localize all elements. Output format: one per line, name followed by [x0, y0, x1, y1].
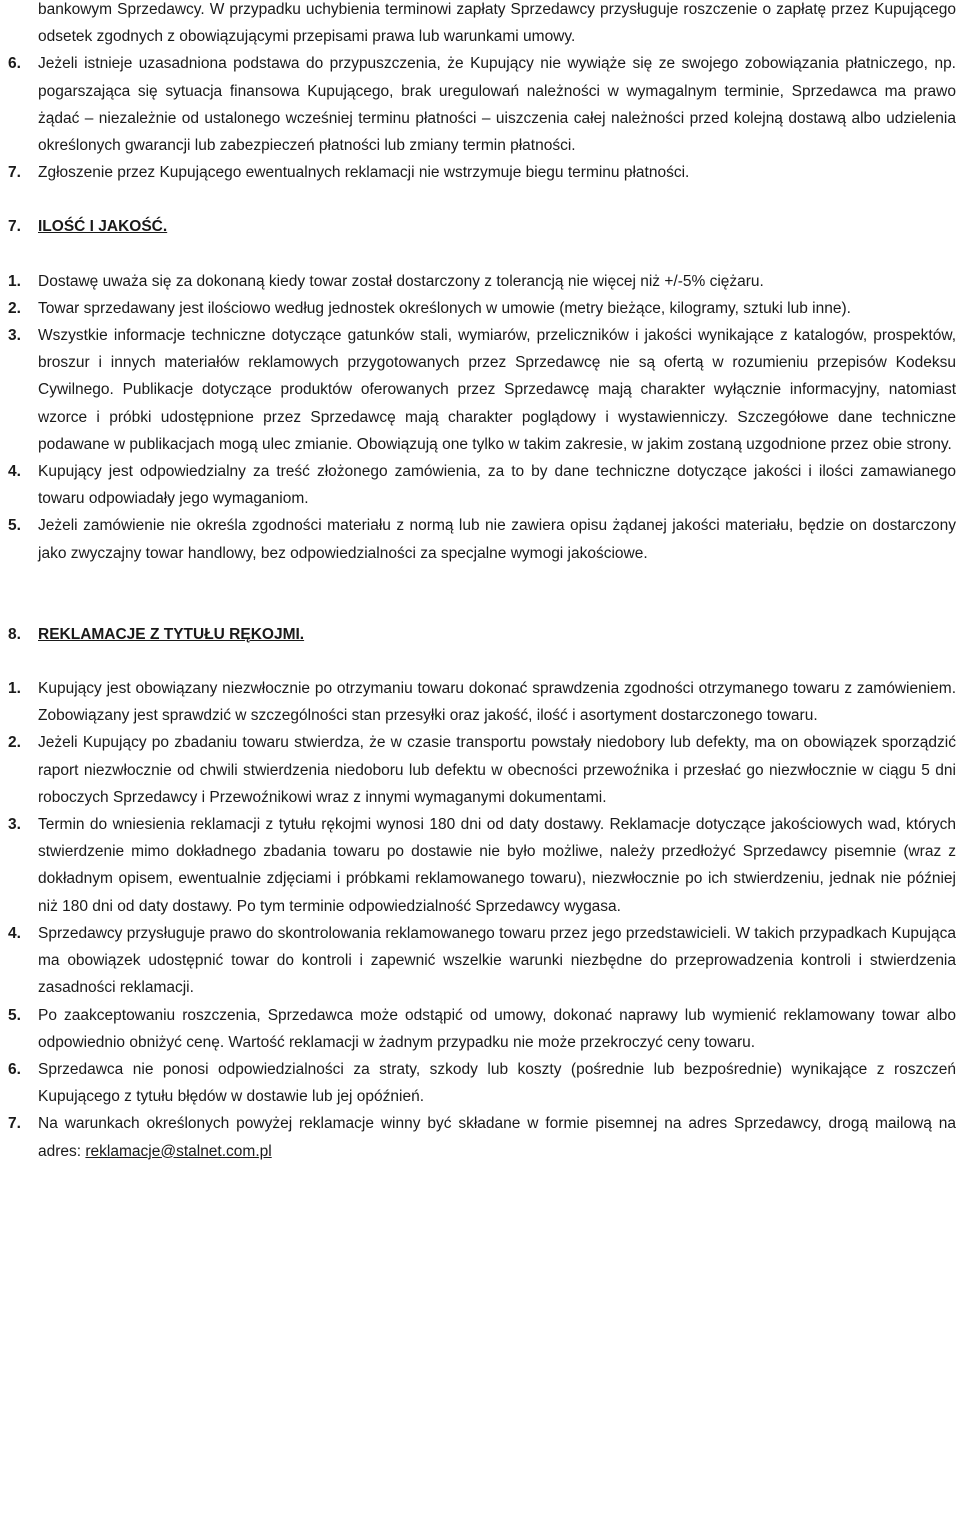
- item-text: [38, 1110, 956, 1164]
- item-text: Dostawę uważa się za dokonaną kiedy towar został dostarczony z tolerancją nie więcej niż +/-5% ciężaru.: [38, 272, 764, 290]
- spacer: [8, 241, 956, 268]
- item-text: Sprzedawcy przysługuje prawo do skontrolowania reklamowanego towaru przez jego przedstawicieli. W takich przypadkach Kupująca ma obowiązek udostępnić towar do kontroli i zapewnić wszelkie warunki niezbędne do przeprowadzenia kontroli i stwierdzenia zasadności reklamacji.: [38, 924, 956, 997]
- continuation-text: bankowym Sprzedawcy. W przypadku uchybienia terminowi zapłaty Sprzedawcy przysługuje roszczenie o zapłatę przez Kupującego odsetek zgodnych z obowiązującymi przepisami prawa lub warunkami umowy.: [38, 1, 956, 46]
- item-number: 2.: [8, 734, 21, 752]
- item-text: Jeżeli istnieje uzasadniona podstawa do przypuszczenia, że Kupujący nie wywiąże się ze swojego zobowiązania płatniczego, np. pogarszająca się sytuacja finansowa Kupującego, brak uregulowań należności w wymagalnym terminie, Sprzedawca ma prawo żądać – niezależnie od ustalonego wcześniej terminu płatności – uiszczenia całej należności przed kolejną dostawą albo udzielenia określonych gwarancji lub zabezpieczeń płatności lub zmiany termin płatności.: [38, 55, 956, 155]
- list-item: [8, 458, 956, 512]
- spacer: [8, 567, 956, 621]
- list-item: [8, 811, 956, 920]
- item-number: 1.: [8, 272, 21, 290]
- item-number: 6.: [8, 55, 21, 73]
- item-text: Towar sprzedawany jest ilościowo według jednostek określonych w umowie (metry bieżące, kilogramy, sztuki lub inne).: [38, 299, 851, 317]
- spacer: [8, 648, 956, 675]
- list-item: [8, 512, 956, 566]
- item-text-lead: Na warunkach określonych powyżej reklamacje winny być składane w formie pisemnej na adres Sprzedawcy, drogą mailową na adres:: [38, 1115, 956, 1160]
- paragraph-continuation: [8, 0, 956, 50]
- item-text: Zgłoszenie przez Kupującego ewentualnych reklamacji nie wstrzymuje biegu terminu płatności.: [38, 164, 690, 182]
- item-number: 6.: [8, 1060, 21, 1078]
- item-text: Kupujący jest obowiązany niezwłocznie po otrzymaniu towaru dokonać sprawdzenia zgodności otrzymanego towaru z zamówieniem. Zobowiązany jest sprawdzić w szczególności stan przesyłki oraz jakość, ilość i asortyment dostarczonego towaru.: [38, 680, 956, 725]
- spacer: [8, 186, 956, 213]
- section-heading: [8, 621, 956, 648]
- list-item: [8, 268, 956, 295]
- item-number: 4.: [8, 924, 21, 942]
- section-heading: [8, 213, 956, 240]
- list-item: [8, 295, 956, 322]
- list-item: [8, 322, 956, 458]
- list-item: [8, 1002, 956, 1056]
- section-title: REKLAMACJE Z TYTUŁU RĘKOJMI.: [38, 625, 305, 643]
- section-number: 7.: [8, 218, 21, 236]
- item-number: 7.: [8, 164, 21, 182]
- item-number: 5.: [8, 517, 21, 535]
- list-item: [8, 50, 956, 159]
- item-text: Wszystkie informacje techniczne dotyczące gatunków stali, wymiarów, przeliczników i jakości wynikające z katalogów, prospektów, broszur i innych materiałów reklamowych przygotowanych przez Sprzedawcę nie są ofertą w rozumieniu przepisów Kodeksu Cywilnego. Publikacje dotyczące produktów oferowanych przez Sprzedawcę mają charakter wyłącznie informacyjny, natomiast wzorce i próbki udostępnione przez Sprzedawcę mają charakter poglądowy i wystawienniczy. Szczegółowe dane techniczne podawane w publikacjach mogą ulec zmianie. Obowiązują one tylko w takim zakresie, w jakim zostaną uzgodnione przez obie strony.: [38, 327, 956, 453]
- item-number: 2.: [8, 299, 21, 317]
- list-item: [8, 1110, 956, 1164]
- section-number: 8.: [8, 625, 21, 643]
- item-text: Jeżeli zamówienie nie określa zgodności materiału z normą lub nie zawiera opisu żądanej jakości materiału, będzie on dostarczony jako zwyczajny towar handlowy, bez odpowiedzialności za specjalne wymogi jakościowe.: [38, 517, 956, 562]
- list-item: [8, 675, 956, 729]
- item-number: 5.: [8, 1006, 21, 1024]
- document-body: [8, 0, 956, 1165]
- list-item: [8, 1056, 956, 1110]
- item-number: 3.: [8, 327, 21, 345]
- list-item: [8, 920, 956, 1002]
- section-title: ILOŚĆ I JAKOŚĆ.: [38, 218, 168, 236]
- item-text: Po zaakceptowaniu roszczenia, Sprzedawca może odstąpić od umowy, dokonać naprawy lub wymienić reklamowany towar albo odpowiednio obniżyć cenę. Wartość reklamacji w żadnym przypadku nie może przekroczyć ceny towaru.: [38, 1006, 956, 1051]
- email-link[interactable]: reklamacje@stalnet.com.pl: [85, 1142, 272, 1160]
- item-number: 4.: [8, 463, 21, 481]
- item-number: 3.: [8, 816, 21, 834]
- list-item: [8, 159, 956, 186]
- list-item: [8, 729, 956, 811]
- item-text: Kupujący jest odpowiedzialny za treść złożonego zamówienia, za to by dane techniczne dotyczące jakości i ilości zamawianego towaru odpowiadały jego wymaganiom.: [38, 463, 956, 508]
- item-text: Jeżeli Kupujący po zbadaniu towaru stwierdza, że w czasie transportu powstały niedobory lub defekty, ma on obowiązek sporządzić raport niezwłocznie od chwili stwierdzenia niedoboru lub defektu w obecności przewoźnika i przesłać go niezwłocznie w ciągu 5 dni roboczych Sprzedawcy i Przewoźnikowi wraz z innymi wymaganymi dokumentami.: [38, 734, 956, 806]
- item-text: Sprzedawca nie ponosi odpowiedzialności za straty, szkody lub koszty (pośrednie lub bezpośrednie) wynikające z roszczeń Kupującego z tytułu błędów w dostawie lub jej opóźnień.: [38, 1060, 956, 1106]
- item-number: 1.: [8, 680, 21, 698]
- item-text: Termin do wniesienia reklamacji z tytułu rękojmi wynosi 180 dni od daty dostawy. Reklamacje dotyczące jakościowych wad, których stwierdzenie mimo dokładnego zbadania towaru po dostawie nie było możliwe, należy przedłożyć Sprzedawcy pisemnie (wraz z dokładnym opisem, ewentualnie zdjęciami i próbkami reklamowanego towaru), niezwłocznie po ich stwierdzeniu, jednak nie później niż 180 dni od daty dostawy. Po tym terminie odpowiedzialność Sprzedawcy wygasa.: [38, 816, 956, 915]
- item-number: 7.: [8, 1115, 21, 1133]
